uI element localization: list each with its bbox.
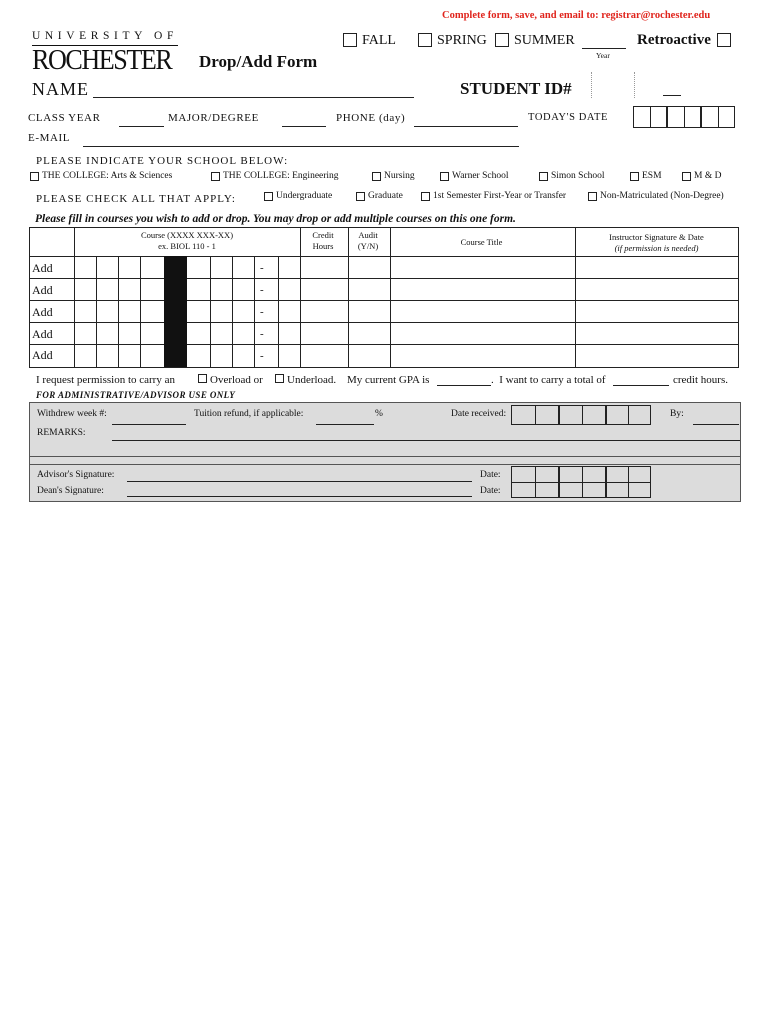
logo-top-text: UNIVERSITY OF (32, 30, 178, 42)
graduate-checkbox[interactable] (356, 192, 365, 201)
summer-checkbox[interactable] (495, 33, 509, 47)
engineering-label: THE COLLEGE: Engineering (223, 171, 339, 181)
undergraduate-label: Undergraduate (276, 191, 333, 201)
warner-checkbox[interactable] (440, 172, 449, 181)
admin-divider-2 (29, 464, 741, 465)
graduate-label: Graduate (368, 191, 403, 201)
withdrew-field[interactable] (112, 424, 186, 425)
signature-date-boxes[interactable] (511, 466, 651, 498)
arts-sciences-checkbox[interactable] (30, 172, 39, 181)
refund-label: Tuition refund, if applicable: (194, 409, 304, 419)
student-id-suffix-field[interactable] (663, 95, 681, 96)
row-4-dash: - (260, 328, 264, 340)
dean-date-label: Date: (480, 486, 501, 496)
advisor-signature-label: Advisor's Signature: (37, 470, 115, 480)
logo-main-text: ROCHESTER (32, 44, 172, 76)
today-date-boxes[interactable] (633, 106, 735, 128)
retroactive-checkbox[interactable] (717, 33, 731, 47)
underload-label: Underload. (287, 374, 337, 386)
row-2-dash: - (260, 284, 264, 296)
name-label: NAME (32, 79, 89, 99)
col-course-label: Course (XXXX XXX-XX) (140, 230, 234, 240)
nursing-label: Nursing (384, 171, 415, 181)
underload-checkbox[interactable] (275, 374, 284, 383)
carry-text: . I want to carry a total of (491, 374, 606, 386)
major-field[interactable] (282, 126, 326, 127)
by-field[interactable] (693, 424, 739, 425)
fall-label: FALL (362, 33, 396, 48)
date-received-label: Date received: (451, 409, 507, 419)
major-label: MAJOR/DEGREE (168, 112, 259, 124)
col-course-header (74, 230, 300, 252)
admin-heading: FOR ADMINISTRATIVE/ADVISOR USE ONLY (36, 390, 236, 400)
gpa-field[interactable] (437, 385, 491, 386)
col-audit-label-2: (Y/N) (357, 241, 379, 251)
esm-checkbox[interactable] (630, 172, 639, 181)
row-4-label: Add (32, 327, 53, 341)
year-label: Year (596, 51, 610, 60)
submission-instructions: Complete form, save, and email to: registrar@rochester.edu (442, 10, 711, 21)
col-audit-header (347, 230, 389, 252)
credit-hours-text: credit hours. (673, 374, 728, 386)
email-field[interactable] (83, 146, 519, 147)
col-course-example: ex. BIOL 110 - 1 (158, 241, 216, 251)
simon-label: Simon School (551, 171, 605, 181)
col-audit-label: Audit (358, 230, 378, 240)
dean-signature-label: Dean's Signature: (37, 486, 104, 496)
md-checkbox[interactable] (682, 172, 691, 181)
first-semester-label: 1st Semester First-Year or Transfer (433, 191, 567, 201)
remarks-label: REMARKS: (37, 428, 86, 438)
spring-label: SPRING (437, 33, 487, 48)
col-title-header: Course Title (460, 237, 503, 247)
email-label: E-MAIL (28, 132, 71, 144)
non-matriculated-label: Non-Matriculated (Non-Degree) (600, 191, 724, 201)
name-field[interactable] (93, 97, 414, 98)
advisor-date-label: Date: (480, 470, 501, 480)
percent-sign: % (375, 409, 383, 419)
course-instructions: Please fill in courses you wish to add or drop. You may drop or add multiple courses on this one form. (35, 213, 516, 225)
admin-divider-1 (29, 456, 741, 457)
col-credit-header (299, 230, 347, 252)
row-3-dash: - (260, 306, 264, 318)
row-1-label: Add (32, 261, 53, 275)
student-id-field[interactable] (591, 72, 635, 98)
non-matriculated-checkbox[interactable] (588, 192, 597, 201)
class-year-label: CLASS YEAR (28, 112, 101, 124)
esm-label: ESM (642, 171, 662, 181)
student-id-label: STUDENT ID# (460, 79, 572, 98)
arts-sciences-label: THE COLLEGE: Arts & Sciences (42, 171, 173, 181)
nursing-checkbox[interactable] (372, 172, 381, 181)
col-credit-label: Credit (312, 230, 334, 240)
spring-checkbox[interactable] (418, 33, 432, 47)
undergraduate-checkbox[interactable] (264, 192, 273, 201)
credit-total-field[interactable] (613, 385, 669, 386)
phone-field[interactable] (414, 126, 518, 127)
class-year-field[interactable] (119, 126, 164, 127)
remarks-field[interactable] (112, 440, 740, 441)
row-5-dash: - (260, 350, 264, 362)
form-title: Drop/Add Form (199, 52, 318, 71)
university-logo (32, 30, 180, 74)
row-1-dash: - (260, 262, 264, 274)
overload-checkbox[interactable] (198, 374, 207, 383)
retroactive-label: Retroactive (637, 32, 711, 48)
phone-label: PHONE (day) (336, 112, 406, 124)
fall-checkbox[interactable] (343, 33, 357, 47)
engineering-checkbox[interactable] (211, 172, 220, 181)
year-field[interactable] (582, 48, 626, 49)
dean-signature-field[interactable] (127, 496, 472, 497)
row-3-label: Add (32, 305, 53, 319)
by-label: By: (670, 409, 684, 419)
summer-label: SUMMER (514, 33, 575, 48)
advisor-signature-field[interactable] (127, 481, 472, 482)
gpa-text: My current GPA is (347, 374, 430, 386)
col-instructor-header (574, 232, 739, 254)
school-prompt: PLEASE INDICATE YOUR SCHOOL BELOW: (36, 155, 289, 167)
row-2-label: Add (32, 283, 53, 297)
col-instructor-label-2: (if permission is needed) (614, 243, 699, 253)
md-label: M & D (694, 171, 722, 181)
refund-field[interactable] (316, 424, 374, 425)
overload-label: Overload or (210, 374, 263, 386)
date-received-boxes[interactable] (511, 405, 651, 425)
row-5-label: Add (32, 348, 53, 362)
col-instructor-label: Instructor Signature & Date (609, 232, 704, 242)
status-prompt: PLEASE CHECK ALL THAT APPLY: (36, 193, 236, 205)
overload-request-text: I request permission to carry an (36, 374, 175, 386)
warner-label: Warner School (452, 171, 509, 181)
simon-checkbox[interactable] (539, 172, 548, 181)
first-semester-checkbox[interactable] (421, 192, 430, 201)
today-date-label: TODAY'S DATE (528, 112, 608, 123)
withdrew-label: Withdrew week #: (37, 409, 107, 419)
col-credit-label-2: Hours (312, 241, 334, 251)
